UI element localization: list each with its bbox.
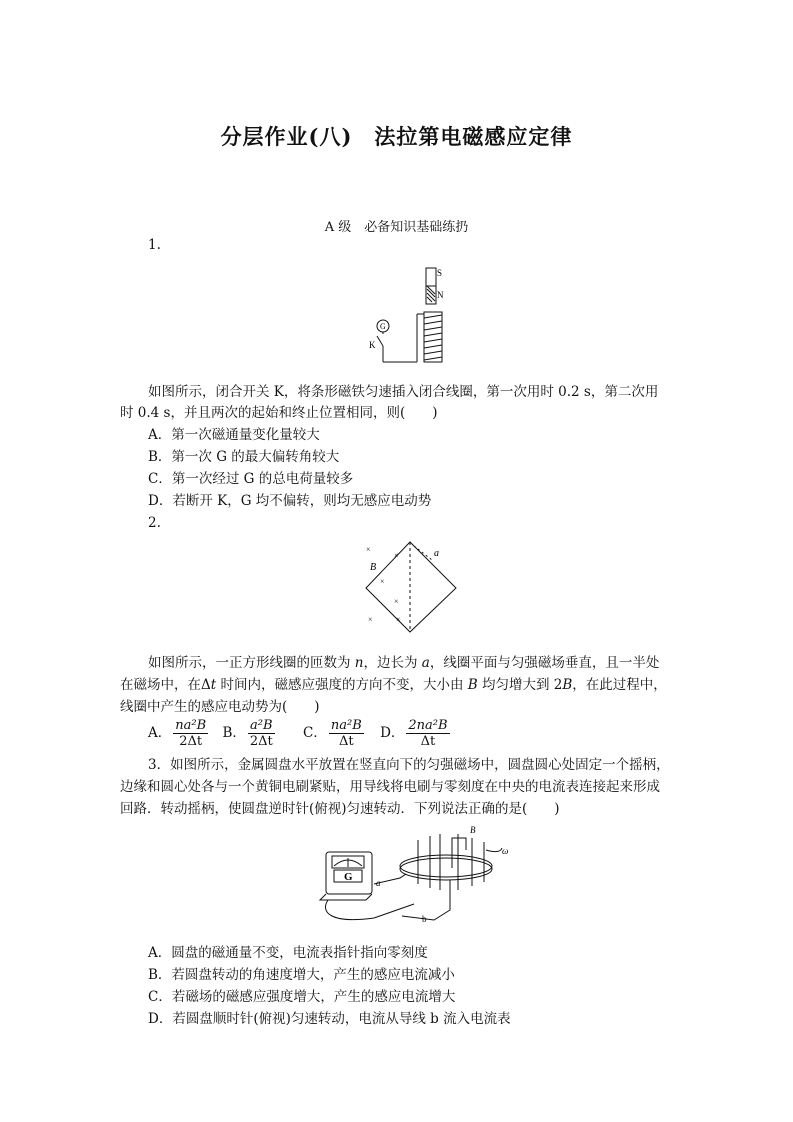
q1-stem-line1: 如图所示，闭合开关 K，将条形磁铁匀速插入闭合线圈，第一次用时 0.2 s，第二次用 <box>148 384 659 400</box>
svg-text:×: × <box>368 615 373 624</box>
q2-options <box>148 718 452 749</box>
label-s: S <box>437 268 443 278</box>
q1-option-c: C．第一次经过 G 的总电荷量较多 <box>148 471 354 487</box>
q3-option-b: B．若圆盘转动的角速度增大，产生的感应电流减小 <box>148 967 455 983</box>
svg-text:×: × <box>396 615 401 624</box>
q1-option-d: D．若断开 K，G 均不偏转，则均无感应电动势 <box>148 493 432 509</box>
coil <box>424 312 442 362</box>
q3-stem-line1: 3．如图所示，金属圆盘水平放置在竖直向下的匀强磁场中，圆盘圆心处固定一个摇柄， <box>148 757 670 773</box>
page-title: 分层作业(八) 法拉第电磁感应定律 <box>220 124 573 149</box>
q1-figure <box>365 262 455 368</box>
square-coil <box>366 542 456 632</box>
q2-option-b: B． $\frac{\text{a²B}}{2\Delta t}$ <box>222 718 273 749</box>
q3-option-d: D．若圆盘顺时针(俯视)匀速转动，电流从导线 b 流入电流表 <box>148 1011 511 1027</box>
q1-number: 1. <box>148 237 161 253</box>
q1-stem-line2: 时 0.4 s，并且两次的起始和终止位置相同，则( ) <box>120 405 438 421</box>
q1-option-b: B．第一次 G 的最大偏转角较大 <box>148 449 340 465</box>
svg-text:×: × <box>394 597 399 606</box>
q2-option-a: A． $\frac{\text{na²B}}{2\Delta t}$ <box>148 718 207 749</box>
q2-option-d: D． $\frac{\text{2na²B}}{\Delta t}$ <box>380 718 448 749</box>
label-n: N <box>437 290 444 300</box>
q3-stem-line3: 回路．转动摇柄，使圆盘逆时针(俯视)匀速转动．下列说法正确的是( ) <box>120 801 560 817</box>
svg-text:×: × <box>380 577 385 586</box>
svg-text:×: × <box>394 551 399 560</box>
label-g: G <box>344 871 353 883</box>
q3-figure <box>314 824 520 932</box>
label-b: B <box>370 562 377 573</box>
q1-option-a: A．第一次磁通量变化量较大 <box>148 427 320 443</box>
q2-figure <box>362 536 466 636</box>
label-g: G <box>380 322 386 331</box>
q2-number: 2. <box>148 515 161 531</box>
section-heading: A 级 必备知识基础练扔 <box>324 220 469 235</box>
q2-stem-line1: 如图所示，一正方形线圈的匝数为 n，边长为 a，线圈平面与匀强磁场垂直，且一半处 <box>148 655 660 671</box>
q3-option-a: A．圆盘的磁通量不变，电流表指针指向零刻度 <box>148 945 428 961</box>
svg-text:×: × <box>366 545 371 554</box>
q2-stem-line3: 线圈中产生的感应电动势为( ) <box>120 699 320 715</box>
q3-option-c: C．若磁场的磁感应强度增大，产生的感应电流增大 <box>148 989 456 1005</box>
q2-stem-line2: 在磁场中，在Δt 时间内，磁感应强度的方向不变，大小由 B 均匀增大到 2B，在此过程中， <box>120 677 667 693</box>
label-k: K <box>369 340 376 350</box>
q3-stem-line2: 边缘和圆心处各与一个黄铜电刷紧贴，用导线将电刷与零刻度在中央的电流表连接起来形成 <box>120 779 660 795</box>
label-field: B <box>470 825 476 835</box>
label-wire-b: b <box>422 914 427 924</box>
label-wire-a: a <box>376 878 381 888</box>
label-a: a <box>434 548 439 559</box>
q2-option-c: C． $\frac{\text{na²B}}{\Delta t}$ <box>303 718 362 749</box>
label-omega: ω <box>502 846 509 856</box>
